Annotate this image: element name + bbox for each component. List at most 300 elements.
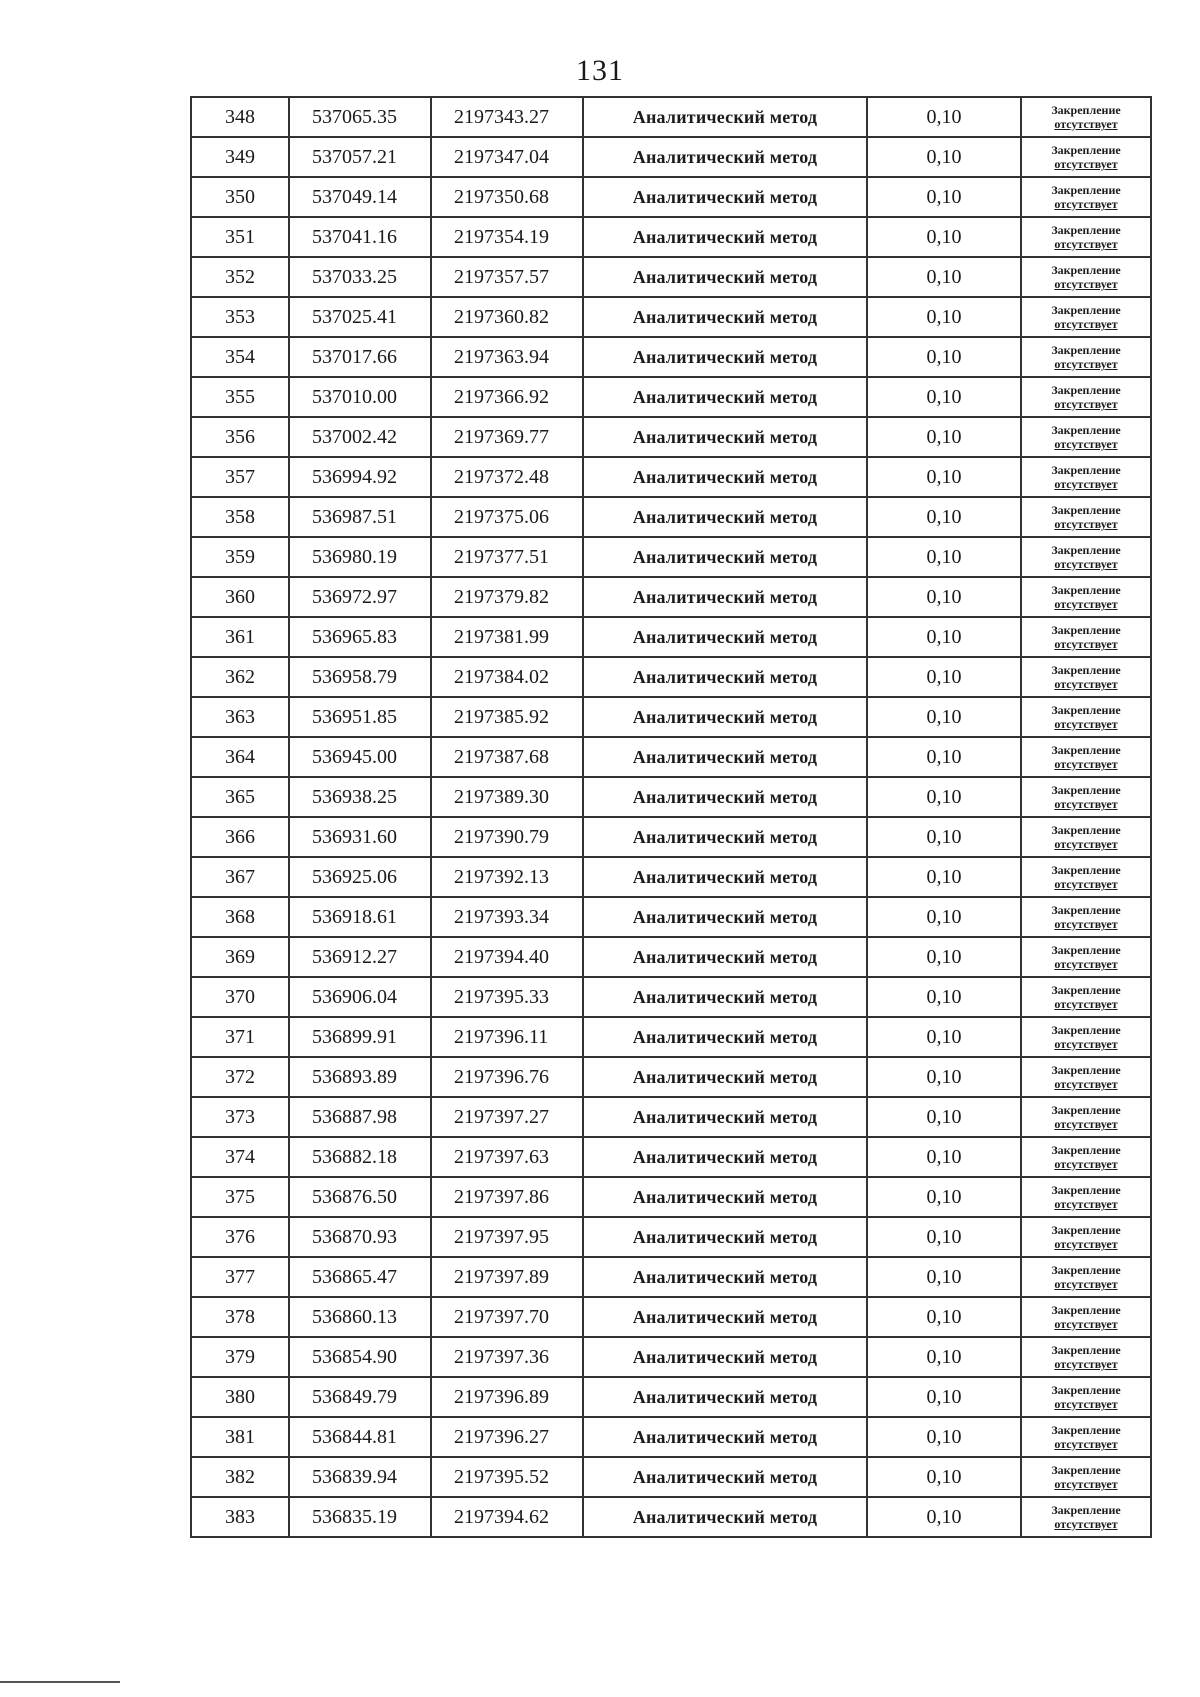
page-number: 131 — [576, 54, 624, 87]
table-row — [191, 737, 1151, 777]
accuracy-cell: 0,10 — [867, 1297, 1021, 1337]
x-coordinate-cell: 537049.14 — [289, 177, 431, 217]
table-row — [191, 297, 1151, 337]
fixation-label: Закрепление — [1051, 943, 1121, 957]
y-coordinate-cell: 2197395.33 — [431, 977, 583, 1017]
point-number-cell: 373 — [191, 1097, 289, 1137]
fixation-label: Закрепление — [1051, 1463, 1121, 1477]
method-cell: Аналитический метод — [583, 297, 867, 337]
fixation-label: Закрепление — [1051, 543, 1121, 557]
fixation-cell — [1021, 1017, 1151, 1057]
table-row — [191, 1017, 1151, 1057]
table-row — [191, 1257, 1151, 1297]
point-number-cell: 381 — [191, 1417, 289, 1457]
point-number-cell: 367 — [191, 857, 289, 897]
fixation-label: Закрепление — [1051, 1303, 1121, 1317]
point-number-cell: 355 — [191, 377, 289, 417]
fixation-cell — [1021, 697, 1151, 737]
fixation-cell — [1021, 737, 1151, 777]
fixation-cell — [1021, 1097, 1151, 1137]
accuracy-cell: 0,10 — [867, 217, 1021, 257]
method-cell: Аналитический метод — [583, 1217, 867, 1257]
fixation-status: отсутствует — [1054, 717, 1118, 731]
fixation-cell — [1021, 1337, 1151, 1377]
fixation-label: Закрепление — [1051, 663, 1121, 677]
table-row — [191, 1097, 1151, 1137]
point-number-cell: 365 — [191, 777, 289, 817]
method-cell: Аналитический метод — [583, 777, 867, 817]
method-cell: Аналитический метод — [583, 1497, 867, 1537]
table-row — [191, 617, 1151, 657]
x-coordinate-cell: 536965.83 — [289, 617, 431, 657]
y-coordinate-cell: 2197394.62 — [431, 1497, 583, 1537]
x-coordinate-cell: 536865.47 — [289, 1257, 431, 1297]
y-coordinate-cell: 2197396.76 — [431, 1057, 583, 1097]
method-cell: Аналитический метод — [583, 97, 867, 137]
y-coordinate-cell: 2197360.82 — [431, 297, 583, 337]
x-coordinate-cell: 536980.19 — [289, 537, 431, 577]
y-coordinate-cell: 2197389.30 — [431, 777, 583, 817]
fixation-cell — [1021, 297, 1151, 337]
accuracy-cell: 0,10 — [867, 137, 1021, 177]
fixation-status: отсутствует — [1054, 237, 1118, 251]
fixation-status: отсутствует — [1054, 597, 1118, 611]
accuracy-cell: 0,10 — [867, 1017, 1021, 1057]
fixation-cell — [1021, 257, 1151, 297]
point-number-cell: 374 — [191, 1137, 289, 1177]
fixation-label: Закрепление — [1051, 103, 1121, 117]
method-cell: Аналитический метод — [583, 817, 867, 857]
accuracy-cell: 0,10 — [867, 1177, 1021, 1217]
x-coordinate-cell: 537033.25 — [289, 257, 431, 297]
coordinates-table-body — [191, 97, 1151, 1537]
y-coordinate-cell: 2197396.89 — [431, 1377, 583, 1417]
fixation-status: отсутствует — [1054, 1437, 1118, 1451]
fixation-status: отсутствует — [1054, 1077, 1118, 1091]
fixation-cell — [1021, 1137, 1151, 1177]
x-coordinate-cell: 536854.90 — [289, 1337, 431, 1377]
point-number-cell: 377 — [191, 1257, 289, 1297]
table-row — [191, 977, 1151, 1017]
point-number-cell: 379 — [191, 1337, 289, 1377]
point-number-cell: 354 — [191, 337, 289, 377]
y-coordinate-cell: 2197397.86 — [431, 1177, 583, 1217]
accuracy-cell: 0,10 — [867, 177, 1021, 217]
fixation-cell — [1021, 217, 1151, 257]
point-number-cell: 364 — [191, 737, 289, 777]
point-number-cell: 380 — [191, 1377, 289, 1417]
table-row — [191, 1337, 1151, 1377]
fixation-label: Закрепление — [1051, 1223, 1121, 1237]
point-number-cell: 357 — [191, 457, 289, 497]
fixation-label: Закрепление — [1051, 263, 1121, 277]
fixation-cell — [1021, 1057, 1151, 1097]
x-coordinate-cell: 536844.81 — [289, 1417, 431, 1457]
x-coordinate-cell: 536860.13 — [289, 1297, 431, 1337]
y-coordinate-cell: 2197369.77 — [431, 417, 583, 457]
fixation-status: отсутствует — [1054, 957, 1118, 971]
y-coordinate-cell: 2197350.68 — [431, 177, 583, 217]
table-row — [191, 1377, 1151, 1417]
point-number-cell: 369 — [191, 937, 289, 977]
point-number-cell: 368 — [191, 897, 289, 937]
fixation-cell — [1021, 1497, 1151, 1537]
table-row — [191, 337, 1151, 377]
fixation-label: Закрепление — [1051, 383, 1121, 397]
x-coordinate-cell: 536870.93 — [289, 1217, 431, 1257]
x-coordinate-cell: 536887.98 — [289, 1097, 431, 1137]
accuracy-cell: 0,10 — [867, 657, 1021, 697]
y-coordinate-cell: 2197395.52 — [431, 1457, 583, 1497]
method-cell: Аналитический метод — [583, 857, 867, 897]
y-coordinate-cell: 2197397.63 — [431, 1137, 583, 1177]
x-coordinate-cell: 536876.50 — [289, 1177, 431, 1217]
fixation-status: отсутствует — [1054, 517, 1118, 531]
accuracy-cell: 0,10 — [867, 1257, 1021, 1297]
fixation-label: Закрепление — [1051, 223, 1121, 237]
fixation-cell — [1021, 577, 1151, 617]
table-row — [191, 1057, 1151, 1097]
point-number-cell: 378 — [191, 1297, 289, 1337]
y-coordinate-cell: 2197394.40 — [431, 937, 583, 977]
table-row — [191, 137, 1151, 177]
method-cell: Аналитический метод — [583, 577, 867, 617]
x-coordinate-cell: 537057.21 — [289, 137, 431, 177]
fixation-status: отсутствует — [1054, 1117, 1118, 1131]
method-cell: Аналитический метод — [583, 457, 867, 497]
point-number-cell: 361 — [191, 617, 289, 657]
table-row — [191, 857, 1151, 897]
fixation-label: Закрепление — [1051, 183, 1121, 197]
accuracy-cell: 0,10 — [867, 297, 1021, 337]
table-row — [191, 817, 1151, 857]
table-row — [191, 697, 1151, 737]
accuracy-cell: 0,10 — [867, 977, 1021, 1017]
y-coordinate-cell: 2197397.36 — [431, 1337, 583, 1377]
fixation-label: Закрепление — [1051, 743, 1121, 757]
x-coordinate-cell: 536951.85 — [289, 697, 431, 737]
method-cell: Аналитический метод — [583, 937, 867, 977]
fixation-status: отсутствует — [1054, 1477, 1118, 1491]
fixation-label: Закрепление — [1051, 903, 1121, 917]
point-number-cell: 358 — [191, 497, 289, 537]
fixation-label: Закрепление — [1051, 783, 1121, 797]
table-row — [191, 417, 1151, 457]
point-number-cell: 383 — [191, 1497, 289, 1537]
accuracy-cell: 0,10 — [867, 1217, 1021, 1257]
accuracy-cell: 0,10 — [867, 1457, 1021, 1497]
accuracy-cell: 0,10 — [867, 1377, 1021, 1417]
fixation-cell — [1021, 857, 1151, 897]
x-coordinate-cell: 537002.42 — [289, 417, 431, 457]
fixation-cell — [1021, 497, 1151, 537]
fixation-status: отсутствует — [1054, 797, 1118, 811]
fixation-label: Закрепление — [1051, 1503, 1121, 1517]
fixation-status: отсутствует — [1054, 837, 1118, 851]
x-coordinate-cell: 537065.35 — [289, 97, 431, 137]
method-cell: Аналитический метод — [583, 537, 867, 577]
fixation-label: Закрепление — [1051, 463, 1121, 477]
accuracy-cell: 0,10 — [867, 1417, 1021, 1457]
method-cell: Аналитический метод — [583, 657, 867, 697]
point-number-cell: 352 — [191, 257, 289, 297]
fixation-status: отсутствует — [1054, 1197, 1118, 1211]
y-coordinate-cell: 2197354.19 — [431, 217, 583, 257]
x-coordinate-cell: 536849.79 — [289, 1377, 431, 1417]
fixation-status: отсутствует — [1054, 757, 1118, 771]
table-row — [191, 457, 1151, 497]
point-number-cell: 370 — [191, 977, 289, 1017]
y-coordinate-cell: 2197357.57 — [431, 257, 583, 297]
table-row — [191, 1417, 1151, 1457]
method-cell: Аналитический метод — [583, 1137, 867, 1177]
fixation-cell — [1021, 1177, 1151, 1217]
x-coordinate-cell: 536987.51 — [289, 497, 431, 537]
fixation-status: отсутствует — [1054, 157, 1118, 171]
method-cell: Аналитический метод — [583, 977, 867, 1017]
x-coordinate-cell: 536918.61 — [289, 897, 431, 937]
y-coordinate-cell: 2197397.70 — [431, 1297, 583, 1337]
x-coordinate-cell: 536938.25 — [289, 777, 431, 817]
fixation-cell — [1021, 1417, 1151, 1457]
x-coordinate-cell: 537010.00 — [289, 377, 431, 417]
fixation-status: отсутствует — [1054, 877, 1118, 891]
point-number-cell: 351 — [191, 217, 289, 257]
accuracy-cell: 0,10 — [867, 577, 1021, 617]
fixation-status: отсутствует — [1054, 1357, 1118, 1371]
fixation-cell — [1021, 777, 1151, 817]
y-coordinate-cell: 2197379.82 — [431, 577, 583, 617]
table-row — [191, 217, 1151, 257]
x-coordinate-cell: 536945.00 — [289, 737, 431, 777]
method-cell: Аналитический метод — [583, 697, 867, 737]
table-row — [191, 177, 1151, 217]
accuracy-cell: 0,10 — [867, 697, 1021, 737]
fixation-status: отсутствует — [1054, 477, 1118, 491]
fixation-cell — [1021, 897, 1151, 937]
fixation-cell — [1021, 537, 1151, 577]
method-cell: Аналитический метод — [583, 1017, 867, 1057]
y-coordinate-cell: 2197397.27 — [431, 1097, 583, 1137]
y-coordinate-cell: 2197396.27 — [431, 1417, 583, 1457]
fixation-cell — [1021, 1217, 1151, 1257]
fixation-label: Закрепление — [1051, 143, 1121, 157]
method-cell: Аналитический метод — [583, 337, 867, 377]
fixation-status: отсутствует — [1054, 1157, 1118, 1171]
accuracy-cell: 0,10 — [867, 857, 1021, 897]
x-coordinate-cell: 536882.18 — [289, 1137, 431, 1177]
y-coordinate-cell: 2197384.02 — [431, 657, 583, 697]
fixation-cell — [1021, 1297, 1151, 1337]
x-coordinate-cell: 536958.79 — [289, 657, 431, 697]
table-row — [191, 257, 1151, 297]
point-number-cell: 382 — [191, 1457, 289, 1497]
x-coordinate-cell: 536925.06 — [289, 857, 431, 897]
fixation-label: Закрепление — [1051, 1103, 1121, 1117]
accuracy-cell: 0,10 — [867, 737, 1021, 777]
method-cell: Аналитический метод — [583, 617, 867, 657]
footnote-rule — [0, 1681, 120, 1683]
y-coordinate-cell: 2197385.92 — [431, 697, 583, 737]
fixation-label: Закрепление — [1051, 703, 1121, 717]
fixation-label: Закрепление — [1051, 423, 1121, 437]
method-cell: Аналитический метод — [583, 417, 867, 457]
accuracy-cell: 0,10 — [867, 257, 1021, 297]
fixation-cell — [1021, 457, 1151, 497]
fixation-label: Закрепление — [1051, 983, 1121, 997]
accuracy-cell: 0,10 — [867, 537, 1021, 577]
point-number-cell: 350 — [191, 177, 289, 217]
accuracy-cell: 0,10 — [867, 497, 1021, 537]
method-cell: Аналитический метод — [583, 377, 867, 417]
x-coordinate-cell: 536893.89 — [289, 1057, 431, 1097]
y-coordinate-cell: 2197397.95 — [431, 1217, 583, 1257]
method-cell: Аналитический метод — [583, 897, 867, 937]
table-row — [191, 1177, 1151, 1217]
fixation-status: отсутствует — [1054, 1237, 1118, 1251]
point-number-cell: 371 — [191, 1017, 289, 1057]
fixation-status: отсутствует — [1054, 437, 1118, 451]
fixation-label: Закрепление — [1051, 303, 1121, 317]
point-number-cell: 372 — [191, 1057, 289, 1097]
method-cell: Аналитический метод — [583, 257, 867, 297]
accuracy-cell: 0,10 — [867, 1097, 1021, 1137]
accuracy-cell: 0,10 — [867, 337, 1021, 377]
fixation-label: Закрепление — [1051, 1383, 1121, 1397]
fixation-cell — [1021, 1377, 1151, 1417]
fixation-status: отсутствует — [1054, 1037, 1118, 1051]
fixation-status: отсутствует — [1054, 917, 1118, 931]
fixation-status: отсутствует — [1054, 997, 1118, 1011]
accuracy-cell: 0,10 — [867, 897, 1021, 937]
y-coordinate-cell: 2197372.48 — [431, 457, 583, 497]
point-number-cell: 375 — [191, 1177, 289, 1217]
method-cell: Аналитический метод — [583, 177, 867, 217]
fixation-label: Закрепление — [1051, 1263, 1121, 1277]
x-coordinate-cell: 537017.66 — [289, 337, 431, 377]
fixation-label: Закрепление — [1051, 1343, 1121, 1357]
point-number-cell: 363 — [191, 697, 289, 737]
method-cell: Аналитический метод — [583, 1337, 867, 1377]
method-cell: Аналитический метод — [583, 497, 867, 537]
y-coordinate-cell: 2197390.79 — [431, 817, 583, 857]
method-cell: Аналитический метод — [583, 1297, 867, 1337]
y-coordinate-cell: 2197366.92 — [431, 377, 583, 417]
fixation-cell — [1021, 817, 1151, 857]
x-coordinate-cell: 537025.41 — [289, 297, 431, 337]
y-coordinate-cell: 2197392.13 — [431, 857, 583, 897]
method-cell: Аналитический метод — [583, 1257, 867, 1297]
fixation-status: отсутствует — [1054, 557, 1118, 571]
fixation-cell — [1021, 97, 1151, 137]
y-coordinate-cell: 2197343.27 — [431, 97, 583, 137]
fixation-cell — [1021, 417, 1151, 457]
x-coordinate-cell: 536906.04 — [289, 977, 431, 1017]
fixation-label: Закрепление — [1051, 583, 1121, 597]
y-coordinate-cell: 2197393.34 — [431, 897, 583, 937]
accuracy-cell: 0,10 — [867, 417, 1021, 457]
fixation-cell — [1021, 1457, 1151, 1497]
table-row — [191, 1297, 1151, 1337]
fixation-cell — [1021, 657, 1151, 697]
fixation-label: Закрепление — [1051, 503, 1121, 517]
fixation-label: Закрепление — [1051, 863, 1121, 877]
fixation-label: Закрепление — [1051, 823, 1121, 837]
x-coordinate-cell: 536931.60 — [289, 817, 431, 857]
x-coordinate-cell: 536899.91 — [289, 1017, 431, 1057]
fixation-status: отсутствует — [1054, 1317, 1118, 1331]
fixation-status: отсутствует — [1054, 677, 1118, 691]
method-cell: Аналитический метод — [583, 137, 867, 177]
fixation-cell — [1021, 937, 1151, 977]
x-coordinate-cell: 536839.94 — [289, 1457, 431, 1497]
point-number-cell: 376 — [191, 1217, 289, 1257]
table-row — [191, 537, 1151, 577]
y-coordinate-cell: 2197375.06 — [431, 497, 583, 537]
y-coordinate-cell: 2197396.11 — [431, 1017, 583, 1057]
method-cell: Аналитический метод — [583, 737, 867, 777]
y-coordinate-cell: 2197377.51 — [431, 537, 583, 577]
fixation-status: отсутствует — [1054, 197, 1118, 211]
fixation-status: отсутствует — [1054, 1277, 1118, 1291]
point-number-cell: 362 — [191, 657, 289, 697]
table-row — [191, 1217, 1151, 1257]
table-row — [191, 657, 1151, 697]
table-row — [191, 897, 1151, 937]
accuracy-cell: 0,10 — [867, 1337, 1021, 1377]
method-cell: Аналитический метод — [583, 1377, 867, 1417]
method-cell: Аналитический метод — [583, 1097, 867, 1137]
table-row — [191, 1497, 1151, 1537]
table-row — [191, 777, 1151, 817]
fixation-status: отсутствует — [1054, 317, 1118, 331]
table-row — [191, 937, 1151, 977]
fixation-cell — [1021, 1257, 1151, 1297]
accuracy-cell: 0,10 — [867, 777, 1021, 817]
point-number-cell: 348 — [191, 97, 289, 137]
fixation-cell — [1021, 337, 1151, 377]
point-number-cell: 359 — [191, 537, 289, 577]
accuracy-cell: 0,10 — [867, 377, 1021, 417]
y-coordinate-cell: 2197387.68 — [431, 737, 583, 777]
fixation-status: отсутствует — [1054, 117, 1118, 131]
point-number-cell: 366 — [191, 817, 289, 857]
x-coordinate-cell: 536835.19 — [289, 1497, 431, 1537]
table-row — [191, 97, 1151, 137]
accuracy-cell: 0,10 — [867, 1057, 1021, 1097]
y-coordinate-cell: 2197381.99 — [431, 617, 583, 657]
accuracy-cell: 0,10 — [867, 617, 1021, 657]
fixation-status: отсутствует — [1054, 397, 1118, 411]
accuracy-cell: 0,10 — [867, 1137, 1021, 1177]
x-coordinate-cell: 536994.92 — [289, 457, 431, 497]
fixation-status: отсутствует — [1054, 1517, 1118, 1531]
accuracy-cell: 0,10 — [867, 817, 1021, 857]
method-cell: Аналитический метод — [583, 217, 867, 257]
accuracy-cell: 0,10 — [867, 457, 1021, 497]
accuracy-cell: 0,10 — [867, 1497, 1021, 1537]
table-row — [191, 1457, 1151, 1497]
fixation-label: Закрепление — [1051, 1183, 1121, 1197]
fixation-label: Закрепление — [1051, 1063, 1121, 1077]
x-coordinate-cell: 537041.16 — [289, 217, 431, 257]
fixation-cell — [1021, 617, 1151, 657]
fixation-cell — [1021, 977, 1151, 1017]
fixation-cell — [1021, 177, 1151, 217]
accuracy-cell: 0,10 — [867, 97, 1021, 137]
point-number-cell: 356 — [191, 417, 289, 457]
method-cell: Аналитический метод — [583, 1417, 867, 1457]
